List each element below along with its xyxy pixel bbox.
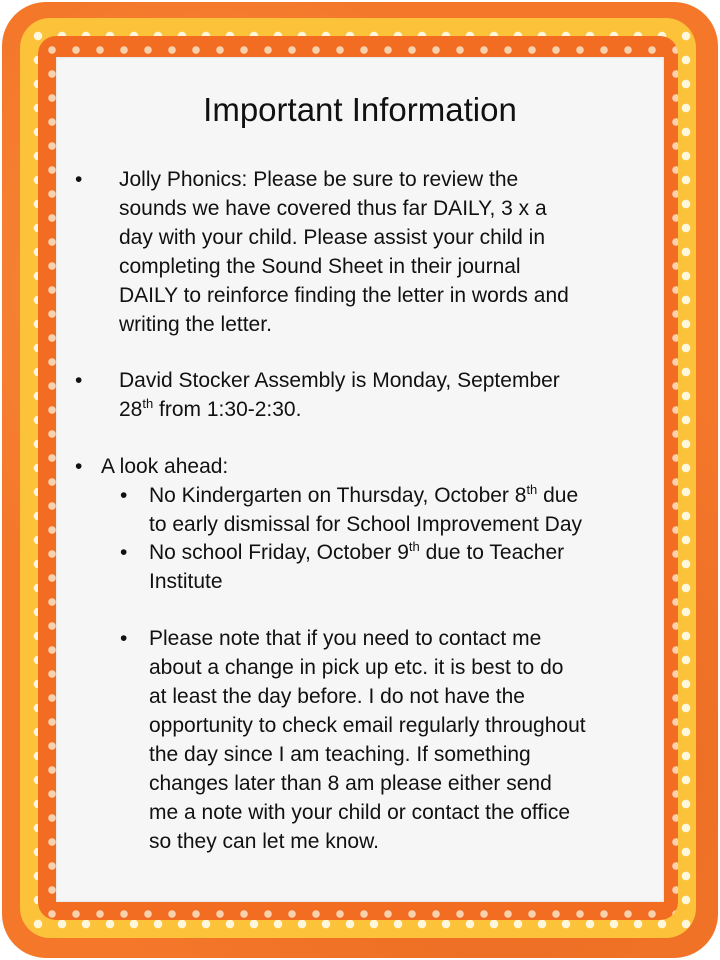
bullet-icon: •: [120, 627, 128, 650]
bullet-icon: •: [120, 541, 128, 564]
text-line: about a change in pick up etc. it is best to do: [149, 656, 564, 679]
text-line: A look ahead:: [101, 455, 229, 478]
text-line: changes later than 8 am please either send: [149, 772, 552, 795]
bullet-icon: •: [75, 168, 83, 191]
page-title: Important Information: [203, 91, 517, 128]
text-line: [149, 481, 669, 510]
text-line: DAILY to reinforce finding the letter in words and: [119, 284, 569, 307]
text-fragment: No school Friday, October 9: [149, 541, 409, 564]
text-line: [119, 395, 659, 424]
text-line: the day since I am teaching. If something: [149, 743, 531, 766]
date-rest: from 1:30-2:30.: [153, 398, 302, 421]
text-line: to early dismissal for School Improvement Day: [149, 513, 582, 536]
text-line: at least the day before. I do not have the: [149, 685, 525, 708]
text-line: me a note with your child or contact the office: [149, 801, 571, 824]
text-line: writing the letter.: [119, 313, 272, 336]
text-line: [149, 538, 669, 567]
ordinal-suffix: th: [408, 539, 420, 554]
text-line: Jolly Phonics: Please be sure to review the: [119, 168, 519, 191]
text-line: sounds we have covered thus far DAILY, 3 x a: [119, 197, 547, 220]
text-line: so they can let me know.: [149, 830, 379, 853]
bullet-icon: •: [75, 369, 83, 392]
ordinal-suffix: th: [526, 482, 538, 497]
text-line: David Stocker Assembly is Monday, September: [119, 369, 560, 392]
ordinal-suffix: th: [142, 396, 154, 411]
text-line: day with your child. Please assist your child in: [119, 226, 546, 249]
text-fragment: due to Teacher: [419, 541, 565, 564]
text-line: completing the Sound Sheet in their journal: [119, 255, 521, 278]
bullet-icon: •: [120, 484, 128, 507]
text-line: Please note that if you need to contact me: [149, 627, 542, 650]
text-fragment: due: [537, 484, 579, 507]
date-number: 28: [119, 398, 143, 421]
text-line: Institute: [149, 570, 223, 593]
bullet-icon: •: [75, 455, 83, 478]
text-line: opportunity to check email regularly throughout: [149, 714, 586, 737]
text-fragment: No Kindergarten on Thursday, October 8: [149, 484, 527, 507]
